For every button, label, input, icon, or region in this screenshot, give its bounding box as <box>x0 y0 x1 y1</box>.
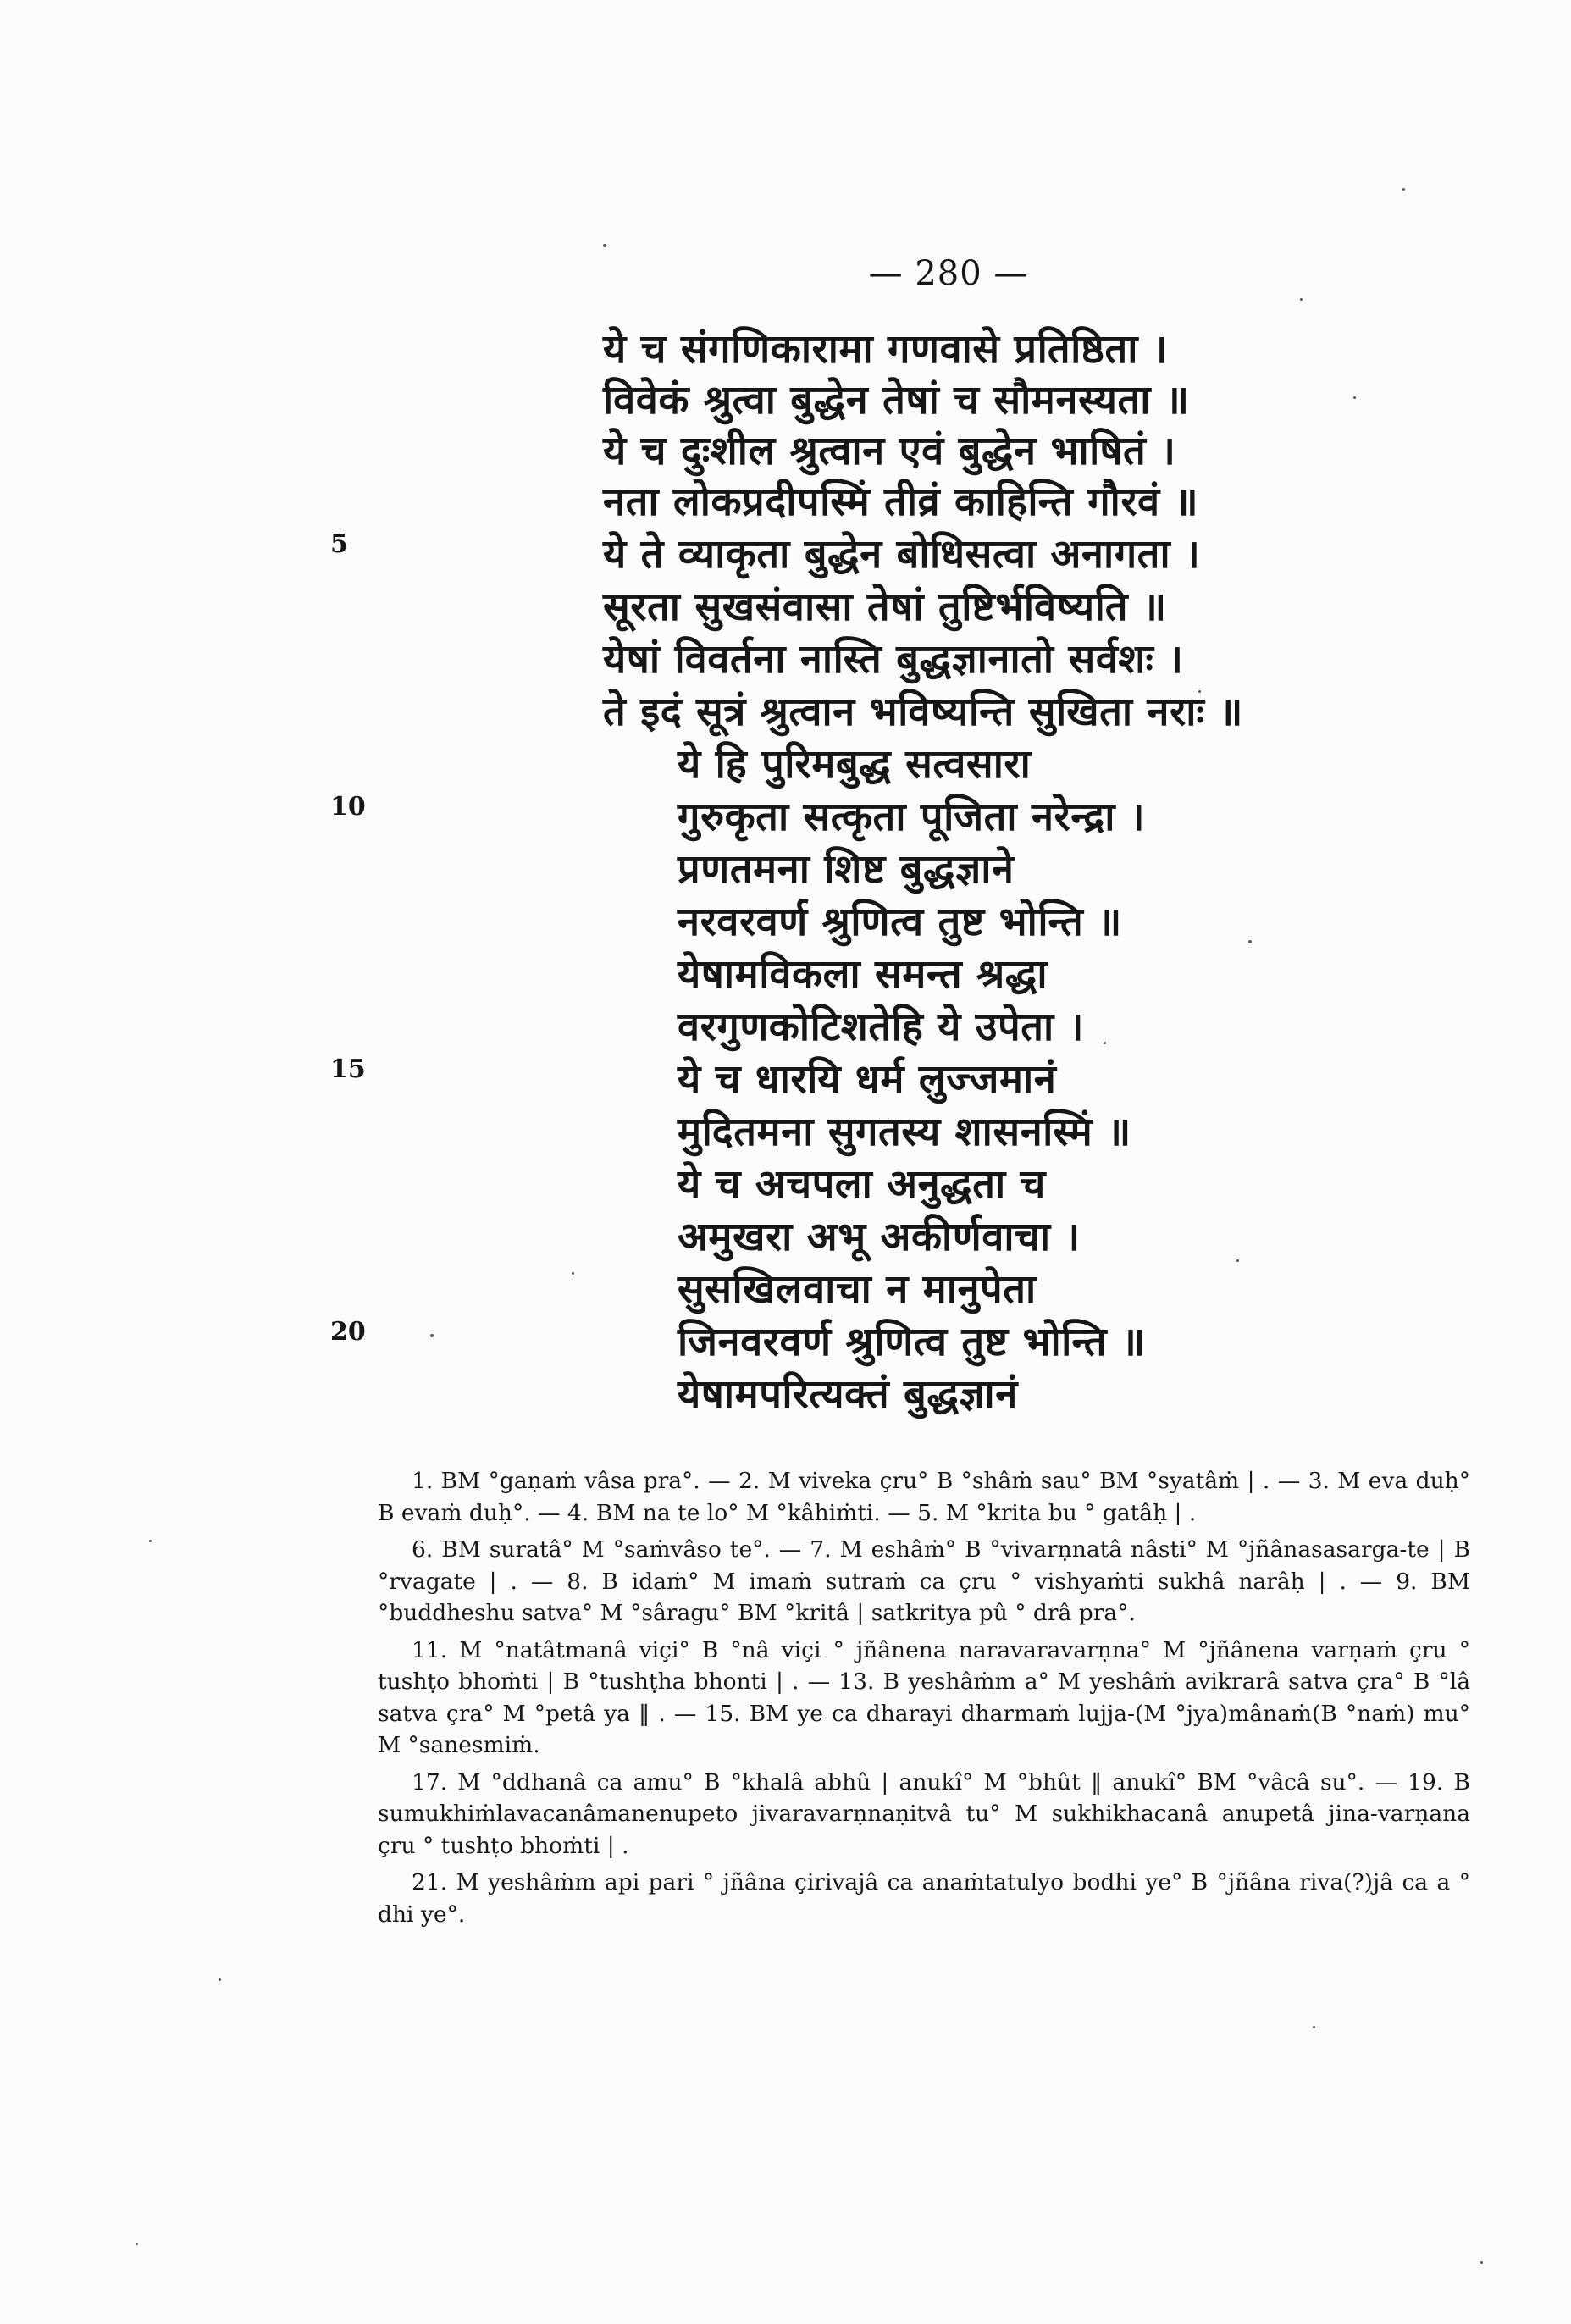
scan-speck <box>1480 2261 1483 2264</box>
verse-line: मुदितमना सुगतस्य शासनस्मिं ॥ <box>678 1109 1131 1155</box>
scan-speck <box>219 1978 221 1981</box>
scan-speck <box>572 1272 574 1275</box>
verse-line: ये हि पुरिमबुद्ध सत्वसारा <box>678 741 1032 788</box>
line-number: 15 <box>330 1054 366 1084</box>
verse-line: सूरता सुखसंवासा तेषां तुष्टिर्भविष्यति ॥ <box>603 584 1167 630</box>
verse-line: गुरुकृता सत्कृता पूजिता नरेन्द्रा । <box>678 794 1146 840</box>
verse-line: ये च दुःशील श्रुत्वान एवं बुद्धेन भाषितं । <box>603 428 1176 474</box>
verse-line: नरवरवर्ण श्रुणित्व तुष्ट भोन्ति ॥ <box>678 899 1122 945</box>
verse-line: ये च संगणिकारामा गणवासे प्रतिष्ठिता । <box>603 326 1169 373</box>
verse-line: प्रणतमना शिष्ट बुद्धज्ञाने <box>678 846 1015 893</box>
line-number: 5 <box>330 529 348 559</box>
scan-speck <box>1236 1259 1239 1262</box>
verse-line: सुसखिलवाचा न मानुपेता <box>678 1266 1037 1313</box>
scan-speck <box>1300 298 1303 301</box>
verse-line: येषामपरित्यक्तं बुद्धज्ञानं <box>678 1371 1018 1418</box>
scan-speck <box>1353 396 1356 399</box>
scan-speck <box>149 1540 152 1542</box>
verse-line: ये च अचपला अनुद्धता च <box>678 1161 1046 1208</box>
scan-speck <box>1104 1042 1106 1044</box>
footnote: 21. M yeshâṁm api pari ° jñâna çirivajâ ca anaṁtatulyo bodhi ye° B °jñâna riva(?)jâ ca a ° dhi ye°. <box>378 1869 1470 1928</box>
verse-line: नता लोकप्रदीपस्मिं तीव्रं काहिन्ति गौरवं ॥ <box>603 479 1199 525</box>
verse-line: येषां विवर्तना नास्ति बुद्धज्ञानातो सर्वशः । <box>603 636 1184 683</box>
scan-speck <box>1248 940 1252 943</box>
verse-line: जिनवरवर्ण श्रुणित्व तुष्ट भोन्ति ॥ <box>678 1319 1146 1365</box>
page-number: — 280 — <box>868 254 1029 293</box>
footnotes <box>378 1465 1470 1935</box>
scan-speck <box>603 244 606 247</box>
verse-line: येषामविकला समन्त श्रद्धा <box>678 951 1048 998</box>
verse-line: वरगुणकोटिशतेहि ये उपेता । <box>678 1004 1084 1050</box>
verse-line: ते इदं सूत्रं श्रुत्वान भविष्यन्ति सुखिता नराः ॥ <box>603 689 1243 735</box>
footnote: 6. BM suratâ° M °saṁvâso te°. — 7. M eshâṁ° B °vivarṇnatâ nâsti° M °jñânasasarga-te | B °rvagate | . — 8. B idaṁ° M imaṁ sutraṁ ca çru ° vishyaṁti sukhâ narâḥ | . — 9. BM °buddheshu satva° M °sâragu° BM °kritâ | satkritya pû ° drâ pra°. <box>378 1536 1470 1626</box>
scan-speck <box>1313 2026 1315 2028</box>
verse-line: ये च धारयि धर्म लुज्जमानं <box>678 1056 1057 1103</box>
scan-speck <box>136 2243 138 2245</box>
footnote: 1. BM °gaṇaṁ vâsa pra°. — 2. M viveka çru° B °shâṁ sau° BM °syatâṁ | . — 3. M eva duḥ° B evaṁ duḥ°. — 4. BM na te lo° M °kâhiṁti. — 5. M °krita bu ° gatâḥ | . <box>378 1468 1470 1526</box>
footnote: 11. M °natâtmanâ viçi° B °nâ viçi ° jñânena naravaravarṇna° M °jñânena varṇaṁ çru ° tushṭo bhoṁti | B °tushṭha bhonti | . — 13. B yeshâṁm a° M yeshâṁ avikrarâ satva çra° B °lâ satva çra° M °petâ ya ‖ . — 15. BM ye ca dharayi dharmaṁ lujja-(M °jya)mânaṁ(B °naṁ) mu° M °sanesmiṁ. <box>378 1636 1470 1758</box>
scan-speck <box>430 1334 434 1337</box>
verse-line: अमुखरा अभू अकीर्णवाचा । <box>678 1214 1081 1260</box>
line-number: 10 <box>330 792 366 822</box>
scan-speck <box>1402 188 1405 191</box>
verse-line: ये ते व्याकृता बुद्धेन बोधिसत्वा अनागता । <box>603 531 1201 578</box>
footnote: 17. M °ddhanâ ca amu° B °khalâ abhû | anukî° M °bhût ‖ anukî° BM °vâcâ su°. — 19. B sumukhiṁlavacanâmanenupeto jivaravarṇnaṇitvâ tu° M sukhikhacanâ anupetâ jina-varṇana çru ° tushṭo bhoṁti | . <box>378 1768 1470 1859</box>
verse-line: विवेकं श्रुत्वा बुद्धेन तेषां च सौमनस्यता ॥ <box>603 377 1190 423</box>
line-number: 20 <box>330 1317 366 1347</box>
